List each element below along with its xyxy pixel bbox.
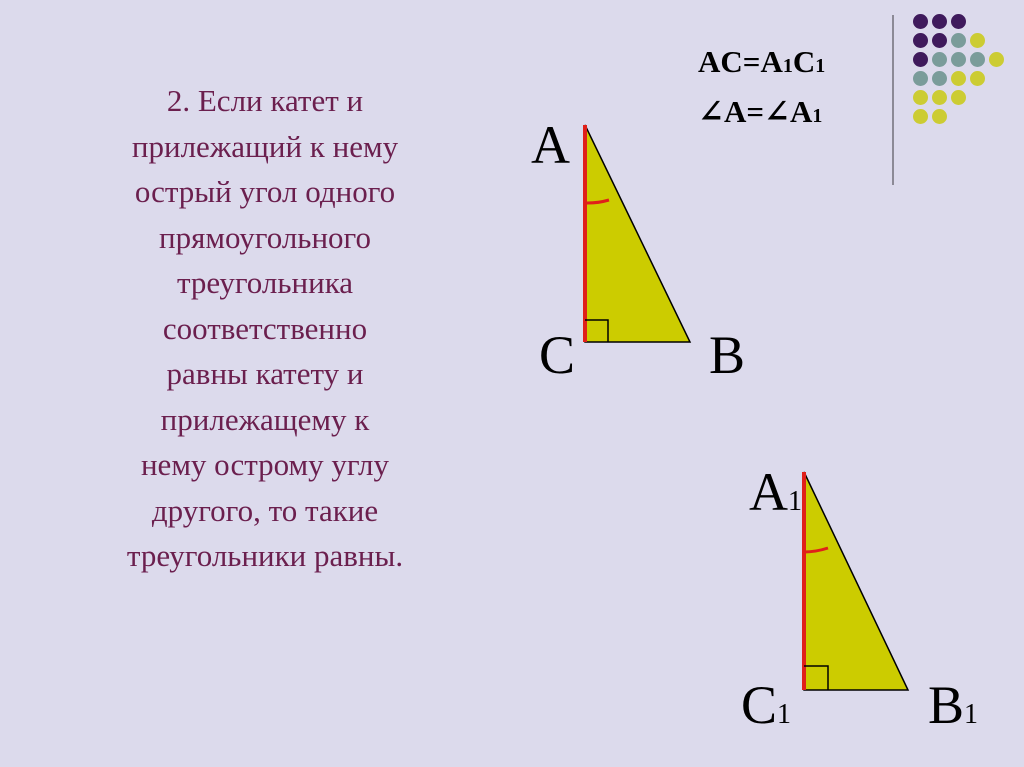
vertex-letter: B xyxy=(928,675,965,735)
subscript: 1 xyxy=(782,55,793,77)
vertex-label-c: C xyxy=(539,325,576,385)
condition-text: AC=A xyxy=(698,44,783,79)
theorem-line: прилежащий к нему xyxy=(131,128,399,164)
theorem-line: треугольники равны. xyxy=(126,538,404,573)
condition-text: C xyxy=(792,44,816,79)
subscript: 1 xyxy=(964,699,979,730)
angle-icon: ∠ xyxy=(698,94,724,129)
theorem-line: 2. Если катет и xyxy=(166,83,364,118)
condition-text: A xyxy=(790,94,813,129)
theorem-line: треугольника xyxy=(176,265,354,300)
theorem-line: равны катету и xyxy=(166,356,364,391)
vertex-label-a: A xyxy=(531,115,570,175)
angle-icon: ∠ xyxy=(764,94,791,129)
subscript: 1 xyxy=(788,486,802,517)
subscript: 1 xyxy=(812,105,823,127)
theorem-line: прилежащему к xyxy=(160,401,370,437)
theorem-line: острый угол одного xyxy=(134,174,396,209)
vertex-label-c1 xyxy=(741,675,792,742)
vertex-label-b1 xyxy=(928,675,979,742)
theorem-line: другого, то такие xyxy=(151,492,379,528)
theorem-line: нему острому углу xyxy=(140,447,390,482)
vertex-letter: C xyxy=(741,675,778,735)
theorem-line: прямоугольного xyxy=(159,219,371,255)
condition-text: A= xyxy=(723,94,765,129)
vertex-label-a1 xyxy=(749,462,802,529)
triangle-a1b1c1-shape xyxy=(804,472,908,690)
subscript: 1 xyxy=(777,699,792,730)
vertex-label-b: B xyxy=(709,325,746,385)
theorem-line: соответственно xyxy=(162,310,368,346)
subscript: 1 xyxy=(815,55,826,77)
vertex-letter: A xyxy=(749,462,788,522)
